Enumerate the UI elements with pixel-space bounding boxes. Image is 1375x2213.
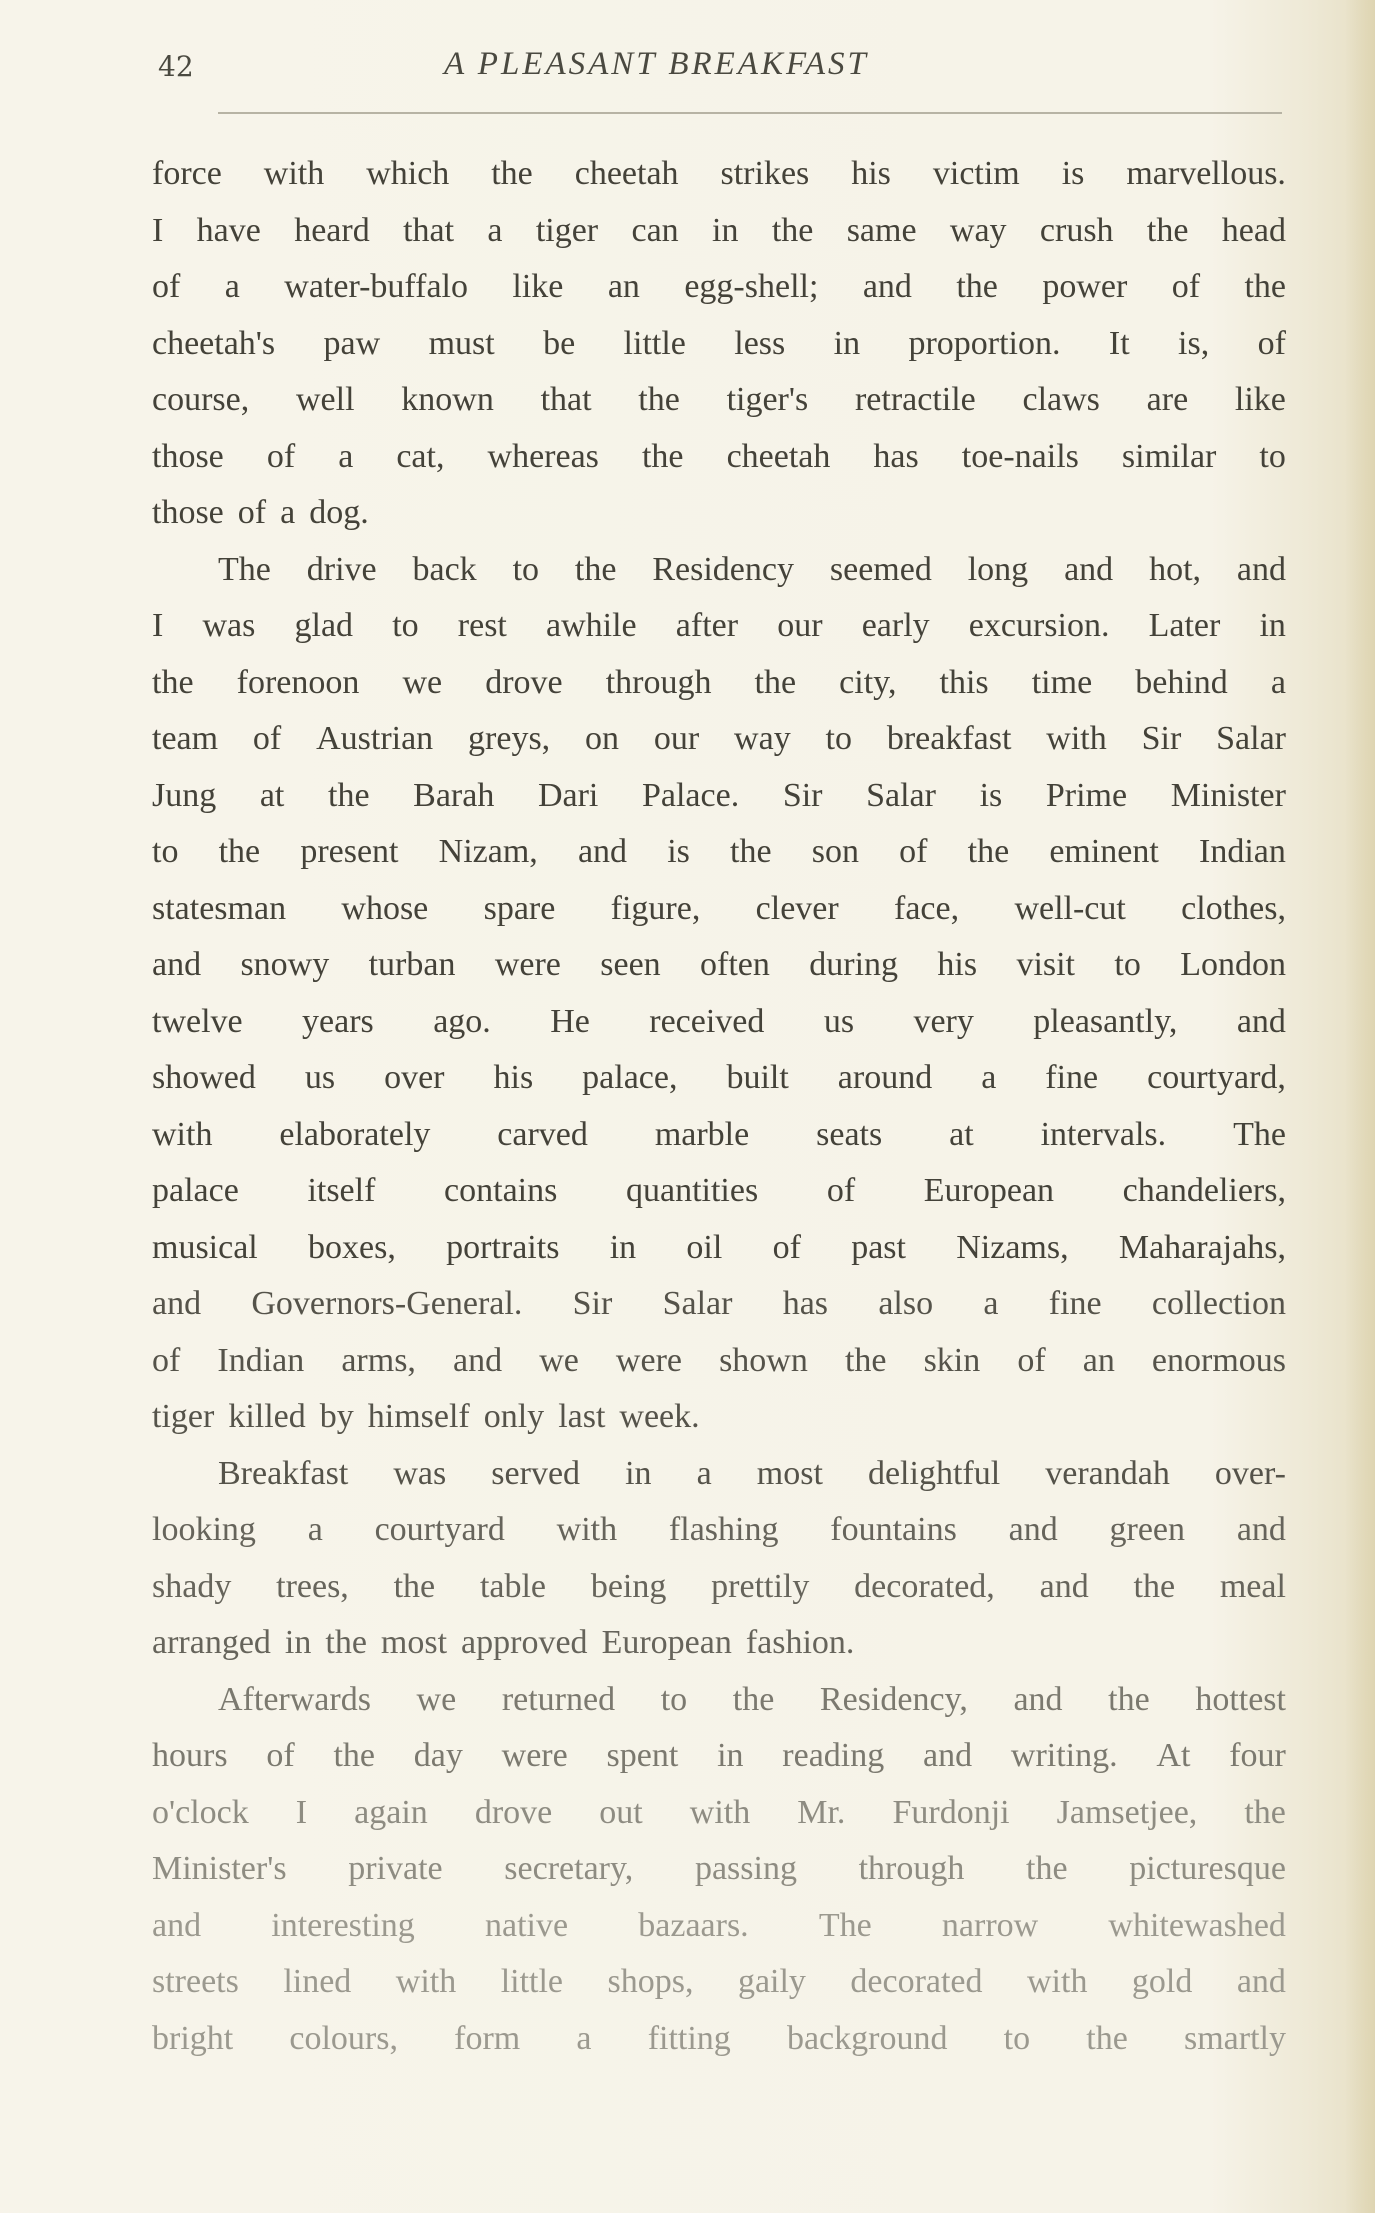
text-line: bright colours, form a fitting background to the smartly: [152, 2019, 1286, 2057]
text-line: Jung at the Barah Dari Palace. Sir Salar is Prime Minister: [152, 776, 1286, 814]
text-line: Minister's private secretary, passing through the picturesque: [152, 1850, 1286, 1887]
text-line: of Indian arms, and we were shown the skin of an enormous: [152, 1341, 1286, 1379]
body-text: [152, 146, 1286, 2067]
text-line: The drive back to the Residency seemed long and hot, and: [218, 550, 1286, 588]
text-line: tiger killed by himself only last week.: [152, 1398, 700, 1435]
text-line: palace itself contains quantities of European chandeliers,: [152, 1172, 1286, 1209]
text-line: those of a dog.: [152, 494, 369, 531]
page-edge-shadow: [1345, 0, 1375, 2213]
text-line: Afterwards we returned to the Residency, and the hottest: [218, 1680, 1286, 1718]
text-line: musical boxes, portraits in oil of past Nizams, Maharajahs,: [152, 1228, 1286, 1266]
text-line: team of Austrian greys, on our way to breakfast with Sir Salar: [152, 720, 1286, 757]
text-line: looking a courtyard with flashing fountains and green and: [152, 1511, 1286, 1548]
text-line: streets lined with little shops, gaily decorated with gold and: [152, 1963, 1286, 2000]
text-line: of a water-buffalo like an egg-shell; and the power of the: [152, 268, 1286, 305]
text-line: hours of the day were spent in reading and writing. At four: [152, 1737, 1286, 1774]
text-line: to the present Nizam, and is the son of the eminent Indian: [152, 833, 1286, 870]
text-line: showed us over his palace, built around a fine courtyard,: [152, 1059, 1286, 1096]
text-line: the forenoon we drove through the city, this time behind a: [152, 663, 1286, 701]
running-title: A PLEASANT BREAKFAST: [444, 46, 869, 82]
text-line: Breakfast was served in a most delightful verandah over-: [218, 1454, 1286, 1492]
page-number: 42: [158, 50, 194, 83]
header-rule: [218, 112, 1282, 114]
page-header: [152, 44, 1282, 92]
text-line: o'clock I again drove out with Mr. Furdonji Jamsetjee, the: [152, 1793, 1286, 1831]
text-line: with elaborately carved marble seats at intervals. The: [152, 1115, 1286, 1153]
text-line: I was glad to rest awhile after our early excursion. Later in: [152, 607, 1286, 644]
text-line: shady trees, the table being prettily decorated, and the meal: [152, 1567, 1286, 1605]
text-line: statesman whose spare figure, clever face, well-cut clothes,: [152, 889, 1286, 927]
text-line: force with which the cheetah strikes his victim is marvellous.: [152, 155, 1286, 192]
text-line: cheetah's paw must be little less in proportion. It is, of: [152, 324, 1286, 362]
text-line: and snowy turban were seen often during his visit to London: [152, 946, 1286, 983]
text-line: I have heard that a tiger can in the same way crush the head: [152, 211, 1286, 249]
text-line: and interesting native bazaars. The narrow whitewashed: [152, 1906, 1286, 1944]
text-line: and Governors-General. Sir Salar has also a fine collection: [152, 1285, 1286, 1322]
text-line: twelve years ago. He received us very pleasantly, and: [152, 1002, 1286, 1040]
text-line: those of a cat, whereas the cheetah has toe-nails similar to: [152, 437, 1286, 475]
text-line: arranged in the most approved European fashion.: [152, 1624, 855, 1661]
text-line: course, well known that the tiger's retractile claws are like: [152, 381, 1286, 418]
